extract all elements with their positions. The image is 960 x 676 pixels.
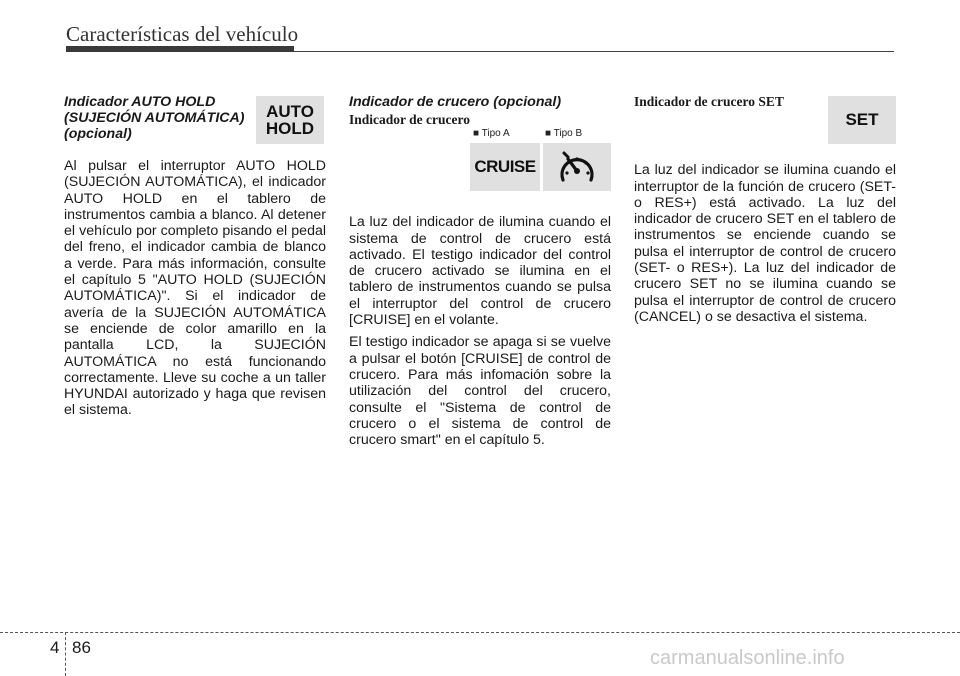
auto-hold-body: Al pulsar el interruptor AUTO HOLD (SUJECIÓN AUTOMÁTICA), el indicador AUTO HOLD en el tablero de instrumentos cambia a blanco. Al detener el vehículo por completo pisando el pedal del freno, el indicador cambia de blanco a verde. Para más información, consulte el capítulo 5 "AUTO HOLD (SUJECIÓN AUTOMÁTICA)". Si el indicador de avería de la SUJECIÓN AUTOMÁTICA se enciende de color amarillo en la pantalla LCD, la SUJECIÓN AUTOMÁTICA no está funcionando correctamente. Lleve su coche a un taller HYUNDAI autorizado y haga que revisen el sistema. <box>64 158 326 419</box>
watermark: carmanualsonline.info <box>650 647 845 669</box>
tipo-b-label: ■ Tipo B <box>545 128 583 139</box>
cruise-para2: El testigo indicador se apaga si se vuelve a pulsar el botón [CRUISE] de control de crucero. Para más infomación sobre la utilización del control del crucero, consulte el "Sistema de control de crucero o el sistema de control de crucero smart" en el capítulo 5. <box>349 334 611 449</box>
auto-hold-indicator-line2: HOLD <box>265 119 315 138</box>
page-title: Características del vehículo <box>66 22 299 46</box>
page-number: 86 <box>72 638 91 657</box>
chapter-number: 4 <box>50 638 60 657</box>
header-bar <box>66 46 294 52</box>
speedometer-indicator <box>543 143 611 191</box>
tipo-a-label: ■ Tipo A <box>473 128 510 139</box>
set-indicator: SET <box>828 96 896 144</box>
footer-divider <box>65 632 66 676</box>
cruise-set-body: La luz del indicador se ilumina cuando el interruptor de la función de crucero (SET- o RES+) está activado. La luz del indicador de crucero SET en el tablero de instrumentos se enciende cuando se pulsa el interruptor de control de crucero (SET- o RES+). La luz del indicador de crucero SET no se ilumina cuando se pulsa el interruptor de control de crucero (CANCEL) o se desactiva el sistema. <box>634 162 896 325</box>
auto-hold-heading-line1: Indicador AUTO HOLD <box>64 94 216 110</box>
header-rule <box>294 51 894 52</box>
cruise-subheading: Indicador de crucero <box>349 112 470 127</box>
footer-rule <box>0 632 960 633</box>
speedometer-icon <box>555 147 599 187</box>
cruise-set-heading: Indicador de crucero SET <box>634 94 784 109</box>
auto-hold-indicator-line1: AUTO <box>266 102 314 121</box>
cruise-para1: La luz del indicador de ilumina cuando el sistema de control de crucero está activado. El testigo indicador del control de crucero activado se ilumina en el tablero de instrumentos cuando se pulsa el interruptor del control de crucero [CRUISE] en el volante. <box>349 214 611 329</box>
cruise-indicator: CRUISE <box>470 143 540 191</box>
auto-hold-heading-line2: (SUJECIÓN AUTOMÁTICA) <box>64 110 245 126</box>
cruise-heading: Indicador de crucero (opcional) <box>349 94 562 110</box>
auto-hold-indicator <box>256 96 324 144</box>
auto-hold-heading-line3: (opcional) <box>64 126 132 142</box>
